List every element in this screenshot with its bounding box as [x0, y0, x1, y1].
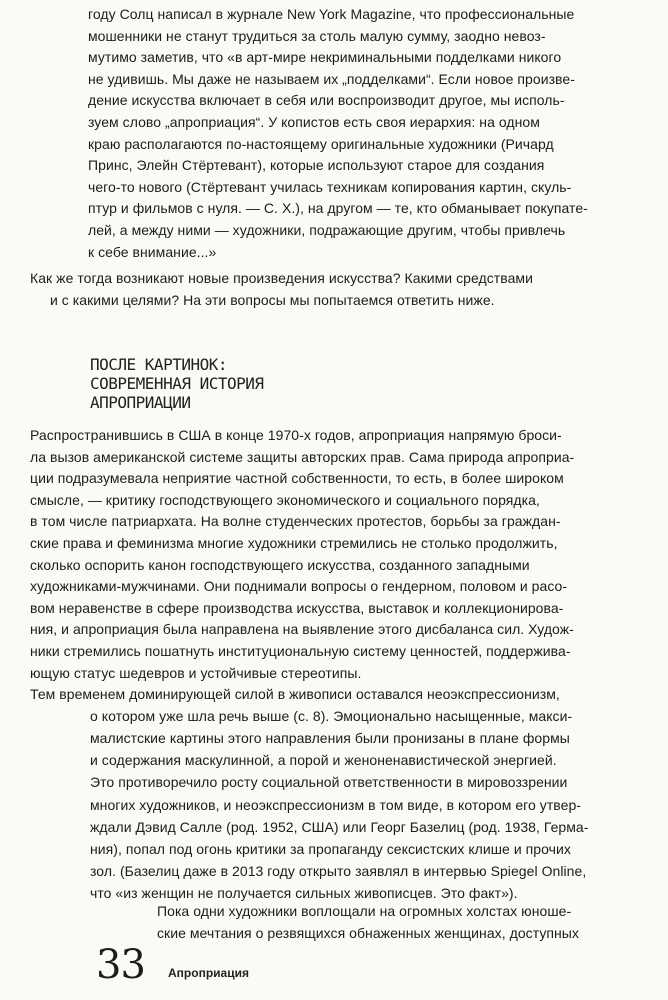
text-line: ции подразумевала неприятие частной собственности, то есть, в более широком [30, 470, 564, 487]
text-line: Это противоречило росту социальной ответственности в мировоззрении [90, 774, 568, 791]
text-line: не удивишь. Мы даже не называем их „подделками“. Если новое произве- [88, 70, 575, 87]
text-line: зол. (Базелиц даже в 2013 году открыто заявлял в интервью Spiegel Online, [90, 862, 587, 879]
text-line: в том числе патриархата. На волне студенческих протестов, борьбы за граждан- [30, 513, 561, 530]
text-line: году Солц написал в журнале New York Magazine, что профессиональные [88, 6, 575, 22]
text-line: ские мечтания о резвящихся обнаженных женщинах, доступных [157, 925, 579, 941]
text-line: краю располагаются по-настоящему оригинальные художники (Ричард [88, 135, 554, 152]
text-line: мошенники не станут трудиться за столь малую сумму, заодно невоз- [88, 27, 546, 44]
text-line: о котором уже шла речь выше (с. 8). Эмоционально насыщенные, макси- [90, 708, 573, 725]
text-line: Тем временем доминирующей силой в живописи оставался неоэкспрессионизм, [30, 686, 560, 702]
text-line: ники стремились пошатнуть институциональную систему ценностей, поддержива- [30, 643, 571, 659]
text-line: к себе внимание...» [88, 243, 217, 260]
text-line: что «из женщин не получается сильных живописцев. Это факт»). [90, 884, 518, 901]
text-line: и с какими целями? На эти вопросы мы попытаемся ответить ниже. [50, 291, 495, 308]
text-line: Пока одни художники воплощали на огромных холстах юноше- [157, 903, 572, 919]
text-line: ждали Дэвид Салле (род. 1952, США) или Георг Базелиц (род. 1938, Герма- [90, 818, 589, 835]
page-number: 33 [96, 942, 145, 988]
text-line: художниками-мужчинами. Они поднимали вопросы о гендерном, половом и расо- [30, 578, 568, 595]
text-line: дение искусства включает в себя или воспроизводит другое, мы исполь- [88, 92, 565, 109]
text-line: ния, и апроприация была направлена на выявление этого дисбаланса сил. Худож- [30, 621, 574, 638]
text-line: мутимо заметив, что «в арт-мире некриминальными подделками никого [88, 49, 562, 66]
text-line: ния), попал под огонь критики за пропаганду сексистских клише и прочих [90, 840, 571, 857]
text-line: лей, а между ними — художники, подражающие другим, чтобы привлечь [88, 222, 566, 238]
text-line: Принс, Элейн Стёртевант), которые используют старое для создания [88, 157, 545, 174]
text-line: ские права и феминизма многие художники стремились не столько продолжить, [30, 535, 558, 551]
text-line: птур и фильмов с нуля. — С. Х.), на другом — те, кто обманывает покупате- [88, 200, 588, 217]
text-line: ющую статус шедевров и устойчивые стереотипы. [30, 664, 362, 681]
section-heading-line: АПРОПРИАЦИИ [90, 393, 191, 412]
text-line: сколько оспорить канон господствующего искусства, созданного западными [30, 556, 530, 573]
text-line: многих художников, и неоэкспрессионизм в том виде, в котором его утвер- [90, 796, 582, 813]
section-heading-line: ПОСЛЕ КАРТИНОК: [90, 355, 227, 374]
section-heading-line: СОВРЕМЕННАЯ ИСТОРИЯ [90, 374, 264, 393]
section-heading [90, 355, 264, 412]
text-line: Как же тогда возникают новые произведения искусства? Какими средствами [30, 270, 533, 286]
text-line: чего-то нового (Стёртевант училась техникам копирования картин, скуль- [88, 178, 572, 195]
text-line: смысле, — критику господствующего экономического и социального порядка, [30, 491, 540, 508]
text-line: ла вызов американской системе защиты авторских прав. Сама природа апроприа- [30, 448, 575, 465]
text-line: зуем слово „апроприация“. У копистов есть своя иерархия: на одном [88, 114, 540, 130]
text-line: малистские картины этого направления были пронизаны в плане формы [90, 730, 570, 747]
text-line: и содержания маскулинной, а порой и женоненавистической энергией. [90, 752, 557, 769]
text-line: Распространившись в США в конце 1970-х годов, апроприация напрямую броси- [30, 427, 562, 443]
text-line: вом неравенстве в сфере производства искусства, выставок и коллекционирова- [30, 599, 564, 616]
running-title: Апроприация [168, 966, 249, 980]
